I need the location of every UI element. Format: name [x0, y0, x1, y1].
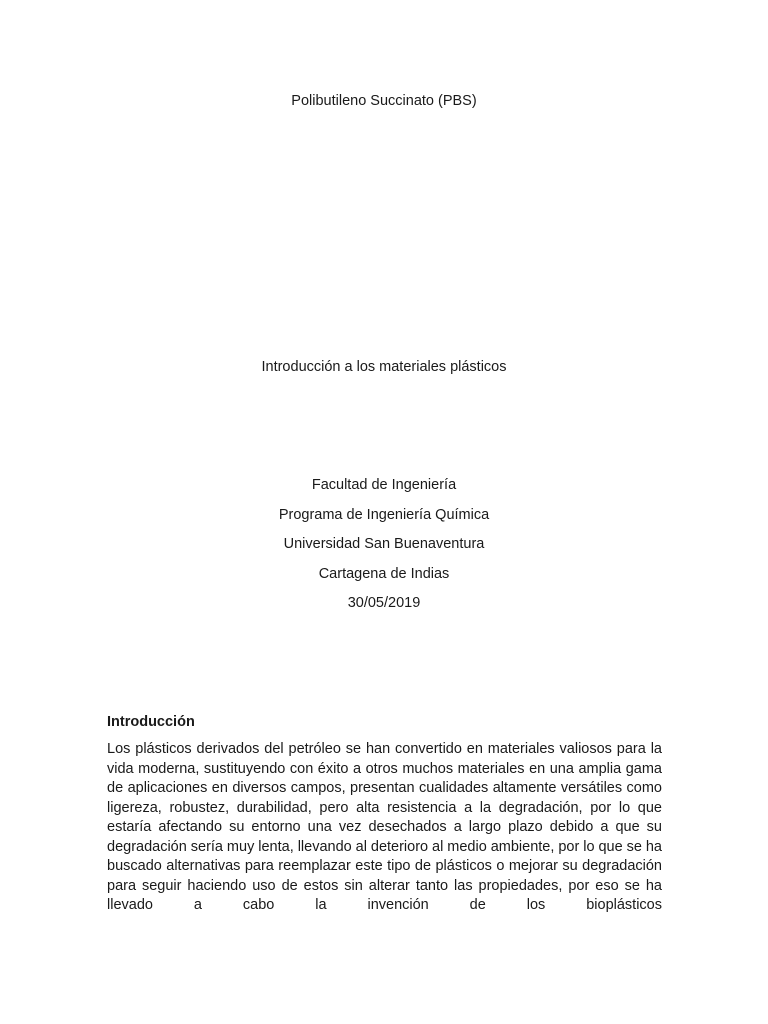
section-heading: Introducción — [107, 714, 195, 730]
faculty-line: Facultad de Ingeniería — [311, 477, 457, 493]
body-paragraph: Los plásticos derivados del petróleo se han convertido en materiales valiosos para la vida moderna, sustituyendo con éxito a otros muchos materiales en una amplia gama de aplicaciones en diversos campos, presentan cualidades altamente versátiles como ligereza, robustez, durabilidad, pero alta resistencia a la degradación, por lo que estaría afectando su entorno una vez desechados a largo plazo debido a que su degradación sería muy lenta, llevando al deterioro al medio ambiente, por lo que se ha buscado alternativas para reemplazar este tipo de plásticos o mejorar su degradación para seguir haciendo uso de estos sin alterar tanto las propiedades, por eso se ha llevado a cabo la invención de los bioplásticos — [107, 741, 662, 913]
document-title: Polibutileno Succinato (PBS) — [291, 93, 477, 109]
program-line: Programa de Ingeniería Química — [278, 506, 490, 523]
date-line: 30/05/2019 — [347, 595, 421, 612]
cover-info-block — [0, 476, 768, 624]
document-subject: Introducción a los materiales plásticos — [261, 359, 507, 375]
city-line: Cartagena de Indias — [318, 565, 450, 582]
university-line: Universidad San Buenaventura — [283, 536, 485, 553]
